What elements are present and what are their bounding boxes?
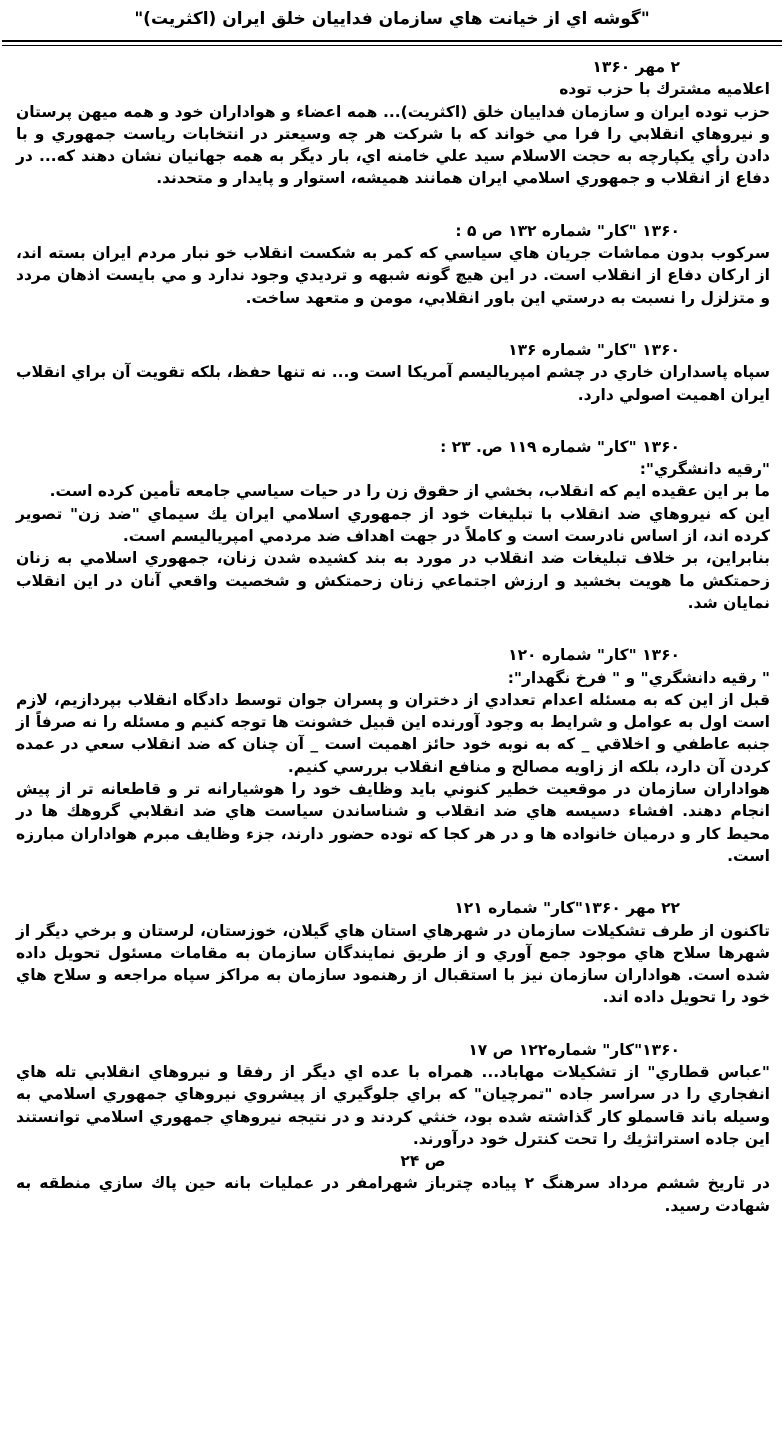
entry-date: ۱۳۶۰ "كار" شماره ۱۳۲ ص ۵ :: [455, 221, 680, 240]
entry-paragraph: ما بر اين عقيده ايم كه انقلاب، بخشي از حقوق زن را در حيات سياسي جامعه تأمين كرده است.: [49, 482, 770, 501]
entry-date: ۲۲ مهر ۱۳۶۰"كار" شماره ۱۲۱: [454, 899, 680, 918]
entry-5: [16, 644, 770, 867]
page-reference: ص ۲۴: [400, 1152, 446, 1171]
entry-speaker: " رقيه دانشگري" و " فرخ نگهدار":: [507, 668, 770, 687]
entry-6: [16, 897, 770, 1008]
entry-paragraph: هواداران سازمان در موقعيت خطير كنوني بايد وظايف خود را هوشيارانه تر و قاطعانه تر از پيش انجام دهند. افشاء دسيسه هاي ضد انقلاب و شناساندن سياست هاي ضد انقلابي گروهك ها در محيط كار و درميان خانواده ها و در هر كجا كه توده حضور دارند، جزء وظايف مبرم هواداران مبارزه است.: [16, 780, 770, 865]
entry-3: [16, 339, 770, 406]
entry-2: [16, 220, 770, 309]
entry-paragraph: اين كه نيروهاي ضد انقلاب با تبليغات خود از جمهوري اسلامي ايران يك سيماي "ضد زن" تصوير كرده اند، از اساس نادرست است و كاملاً در جهت اهداف ضد مردمي امپرياليسم است.: [16, 504, 770, 546]
entry-paragraph: حزب توده ايران و سازمان فداييان خلق (اكثريت)... همه اعضاء و هواداران خود و همه ميهن پرستان و نيروهاي انقلابي را فرا مي خواند كه با شركت هر چه وسيعتر در انتخابات رياست جمهوري و با دادن رأي يكپارچه به حجت الاسلام سيد علي خامنه اي، بار ديگر به همه جهانيان نشان دهند كه... در دفاع از انقلاب و جمهوري اسلامي ايران همانند هميشه، استوار و پايدار و متحدند.: [16, 102, 770, 188]
entry-date: ۱۳۶۰ "كار" شماره ۱۲۰: [508, 646, 680, 665]
entry-4: [16, 436, 770, 614]
entry-paragraph: "عباس قطاري" از تشكيلات مهاباد... همراه با عده اي ديگر از رفقا و نيروهاي انقلابي تله هاي انفجاري را در سراسر جاده "تمرچيان" كه براي جلوگيري از پيشروي نيروهاي جمهوري اسلامي به وسيله باند قاسملو كار گذاشته شده بود، خنثي كردند و در نتيجه نيروهاي جمهوري اسلامي توانستند اين جاده استراتژيك را تحت كنترل خود درآورند.: [16, 1062, 770, 1148]
document-body: [16, 56, 770, 1247]
entry-7: [16, 1039, 770, 1217]
entry-date: ۱۳۶۰ "كار" شماره ۱۳۶: [508, 340, 680, 359]
entry-paragraph: بنابراين، بر خلاف تبليغات ضد انقلاب در مورد به بند كشيده شدن زنان، جمهوري اسلامي به زنان زحمتكش ما هويت بخشيد و ارزش اجتماعي زنان زحمتكش و شخصيت واقعي آنان در اين انقلاب نمايان شد.: [16, 549, 770, 612]
entry-date: ۱۳۶۰ "كار" شماره ۱۱۹ ص. ۲۳ :: [440, 437, 680, 456]
entry-paragraph: سركوب بدون مماشات جريان هاي سياسي كه كمر به شكست انقلاب خو نبار مردم ايران بسته اند، از اركان دفاع از انقلاب است. در اين هيچ گونه شبهه و ترديدي وجود ندارد و مي بايست اذهان مردد و متزلزل را نسبت به درستي اين باور انقلابي، مومن و متعهد ساخت.: [16, 244, 770, 307]
entry-paragraph: سپاه پاسداران خاري در چشم امپرياليسم آمريكا است و... نه تنها حفظ، بلكه تقويت آن براي انقلاب ايران اهميت اصولي دارد.: [16, 363, 770, 404]
entry-subtitle: اعلاميه مشترك با حزب توده: [559, 80, 770, 99]
page-title: "گوشه اي از خيانت هاي سازمان فداييان خلق ايران (اكثريت)": [134, 9, 650, 29]
entry-paragraph: تاكنون از طرف تشكيلات سازمان در شهرهاي استان هاي گيلان، خوزستان، لرستان و برخي ديگر از شهرها سلاح هاي موجود جمع آوري و از طريق نمايندگان سازمان به مقامات مسئول تحويل داده شده است. هواداران سازمان نيز با استقبال از رهنمود سازمان به مراكز سپاه مراجعه و سلاح هاي خود را تحويل داده اند.: [16, 921, 770, 1007]
header-divider-thin: [2, 45, 782, 46]
entry-1: [16, 56, 770, 190]
entry-paragraph: در تاريخ ششم مرداد سرهنگ ۲ پياده چترباز شهرامفر در عمليات بانه حين پاك سازي منطقه به شهادت رسيد.: [16, 1174, 770, 1215]
entry-date: ۱۳۶۰"كار" شماره۱۲۲ ص ۱۷: [468, 1040, 680, 1059]
entry-paragraph: قبل از اين كه به مسئله اعدام تعدادي از دختران و پسران جوان توسط دادگاه انقلاب بپردازيم، لازم است اول به عوامل و شرايط به وجود آورنده اين قبيل خشونت ها توجه كنيم و مسئله را نه صرفاً از جنبه عاطفي و اخلاقي _ كه به نوبه خود حائز اهميت است _ آن چنان كه ضد انقلاب سعي در عمده كردن آن دارد، بلكه از زاويه مصالح و منافع انقلاب بررسي كنيم.: [16, 690, 770, 776]
header-divider: [2, 40, 782, 42]
entry-speaker: "رقيه دانشگري":: [639, 460, 770, 479]
entry-date: ۲ مهر ۱۳۶۰: [592, 58, 680, 76]
